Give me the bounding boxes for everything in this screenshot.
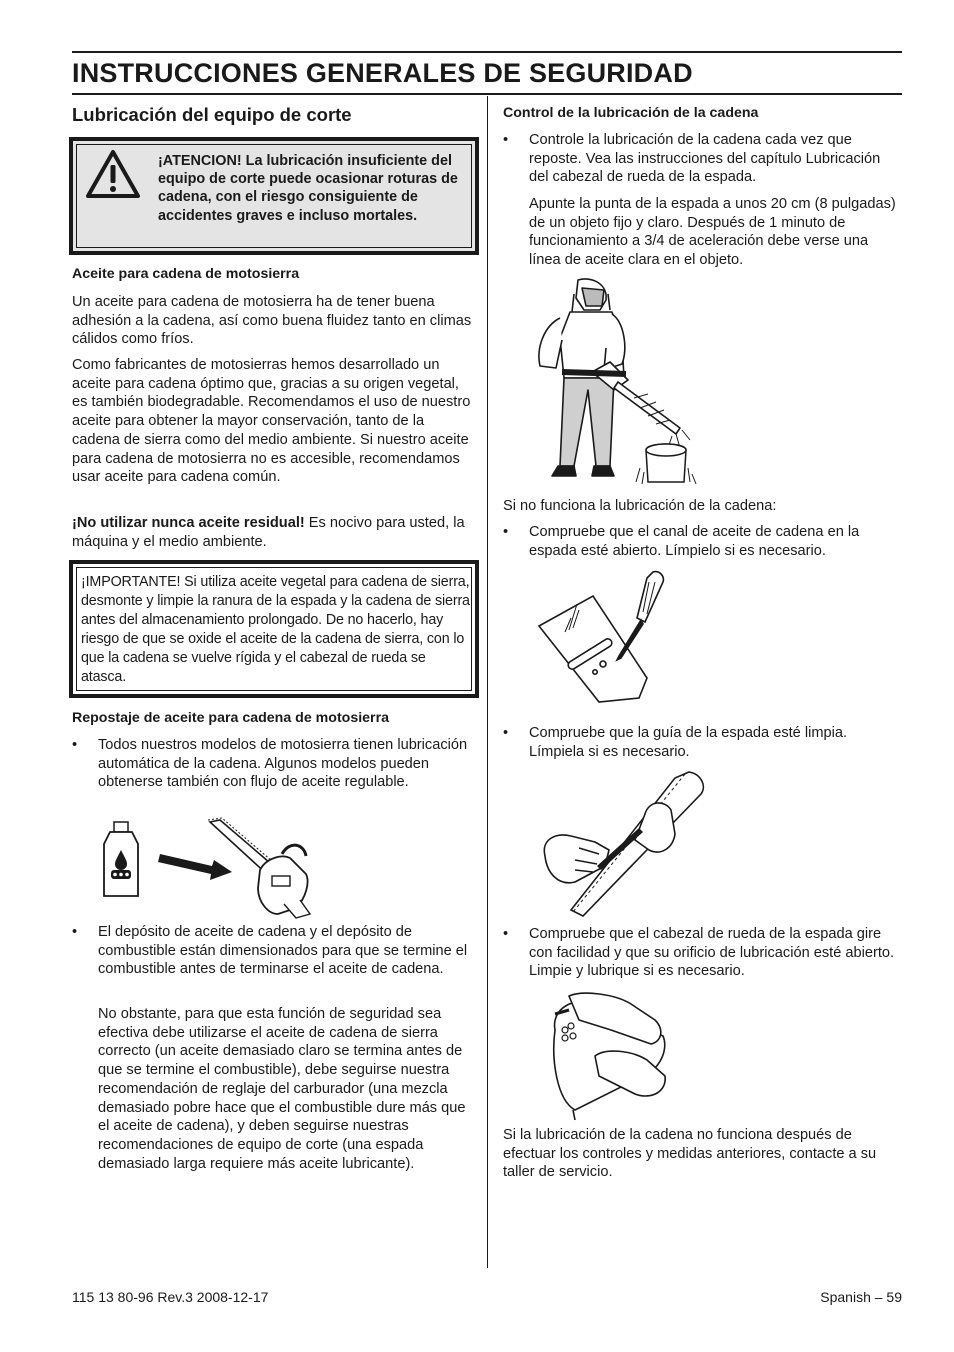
section-title: Lubricación del equipo de corte (72, 104, 352, 125)
oil-heading: Aceite para cadena de motosierra (72, 266, 300, 282)
bullet-dot: • (503, 725, 509, 741)
control-bullet-3 (503, 724, 903, 764)
page-title: INSTRUCCIONES GENERALES DE SEGURIDAD (72, 58, 693, 88)
control-bullet-4-text: Compruebe que el cabezal de rueda de la espada gire con facilidad y que su orificio de lubricación esté abierto. Limpie y lubrique si es necesario. (529, 926, 895, 980)
no-waste-oil-text: Es nocivo para usted, la máquina y el medio ambiente. (72, 515, 465, 550)
control-heading: Control de la lubricación de la cadena (503, 105, 759, 121)
footer-doc-id: 115 13 80-96 Rev.3 2008-12-17 (72, 1289, 269, 1305)
refuel-bullet-1 (72, 736, 472, 816)
top-rule (72, 51, 902, 53)
refuel-bullet-2 (72, 923, 472, 1003)
oil-paragraph-3 (72, 514, 472, 551)
oil-bottle-icon (104, 822, 138, 896)
important-text: ¡IMPORTANTE! Si utiliza aceite vegetal para cadena de sierra, desmonte y limpie la ranura de la espada y la cadena de sierra antes del almacenamiento prolongado. De no hacerlo, hay riesgo de que se oxide el aceite de la cadena de sierra, con lo que la cadena se vuelve rígida y el cabezal de rueda se atasca. (81, 574, 470, 685)
control-bullet-1-paragraph-2: Apunte la punta de la espada a unos 20 cm (8 pulgadas) de un objeto fijo y claro. Después de 1 minuto de funcionamiento a 3/4 de aceleración debe verse una línea de aceite clara en el objeto. (529, 196, 896, 269)
oil-paragraph-1: Un aceite para cadena de motosierra ha de tener buena adhesión a la cadena, así como buena fluidez tanto en climas cálidos como fríos. (72, 294, 472, 348)
warning-box (69, 137, 479, 255)
bullet-dot: • (72, 737, 78, 753)
closing-text: Si la lubricación de la cadena no funciona después de efectuar los controles y medidas anteriores, contacte a su taller de servicio. (503, 1127, 877, 1181)
bullet-dot: • (503, 926, 509, 942)
column-divider (487, 96, 488, 1268)
refuel-heading: Repostaje de aceite para cadena de motosierra (72, 710, 389, 726)
if-not-working-text: Si no funciona la lubricación de la cadena: (503, 498, 777, 514)
control-bullet-3-text: Compruebe que la guía de la espada esté limpia. Límpiela si es necesario. (529, 725, 848, 760)
control-bullet-4 (503, 925, 903, 985)
refuel-bullet-2-text: El depósito de aceite de cadena y el depósito de combustible están dimensionados para que se termine el combustible antes de terminarse el aceite de cadena. (98, 924, 468, 978)
bar-groove-cleaning-illustration (535, 770, 715, 920)
arrow-icon (158, 854, 232, 880)
bullet-dot: • (503, 524, 509, 540)
no-waste-oil-warning: ¡No utilizar nunca aceite residual! (72, 515, 305, 531)
refuel-bullet-2-paragraph-2: No obstante, para que esta función de seguridad sea efectiva debe utilizarse el aceite de cadena de sierra correcto (un aceite demasiado claro se termina antes de que se termine el combustible), debe seguirse nuestra recomendación de reglaje del carburador (una mezcla demasiado pobre hace que el combustible dure más que el aceite de cadena), y deben seguirse nuestras recomendaciones de equipo de corte (una espada demasiado larga requiere más aceite lubricante). (98, 1006, 466, 1172)
refuel-bullet-1-text: Todos nuestros modelos de motosierra tienen lubricación automática de la cadena. Algunos modelos pueden obtenerse también con flujo de aceite regulable. (98, 737, 468, 791)
title-underline (72, 93, 902, 95)
bullet-dot: • (72, 924, 78, 940)
control-bullet-1 (503, 131, 903, 191)
bullet-dot: • (503, 132, 509, 148)
control-bullet-2-text: Compruebe que el canal de aceite de cadena en la espada esté abierto. Límpielo si es necesario. (529, 524, 860, 559)
control-bullet-2 (503, 523, 903, 563)
oil-bottle-chainsaw-illustration (100, 818, 320, 928)
footer-page-number: Spanish – 59 (820, 1289, 902, 1305)
control-bullet-1-text: Controle la lubricación de la cadena cada vez que reposte. Vea las instrucciones del capítulo Lubricación del cabezal de rueda de la espada. (529, 132, 881, 186)
important-box (69, 560, 479, 698)
warning-text: ¡ATENCION! La lubricación insuficiente del equipo de corte puede ocasionar roturas de cadena, con el riesgo consiguiente de accidentes graves e incluso mortales. (158, 153, 458, 224)
operator-chainsaw-illustration (530, 278, 700, 488)
sprocket-nose-illustration (535, 990, 675, 1120)
oil-paragraph-2: Como fabricantes de motosierras hemos desarrollado un aceite para cadena óptimo que, gracias a su origen vegetal, es también biodegradable. Recomendamos el uso de nuestro aceite para obtener la mayor conservación, tanto de la cadena de sierra como del medio ambiente. Si nuestro aceite para cadena de motosierra no es accesible, recomendamos usar aceite para cadena común. (72, 357, 471, 486)
warning-triangle-icon (85, 149, 141, 199)
bar-oil-channel-illustration (535, 568, 675, 708)
